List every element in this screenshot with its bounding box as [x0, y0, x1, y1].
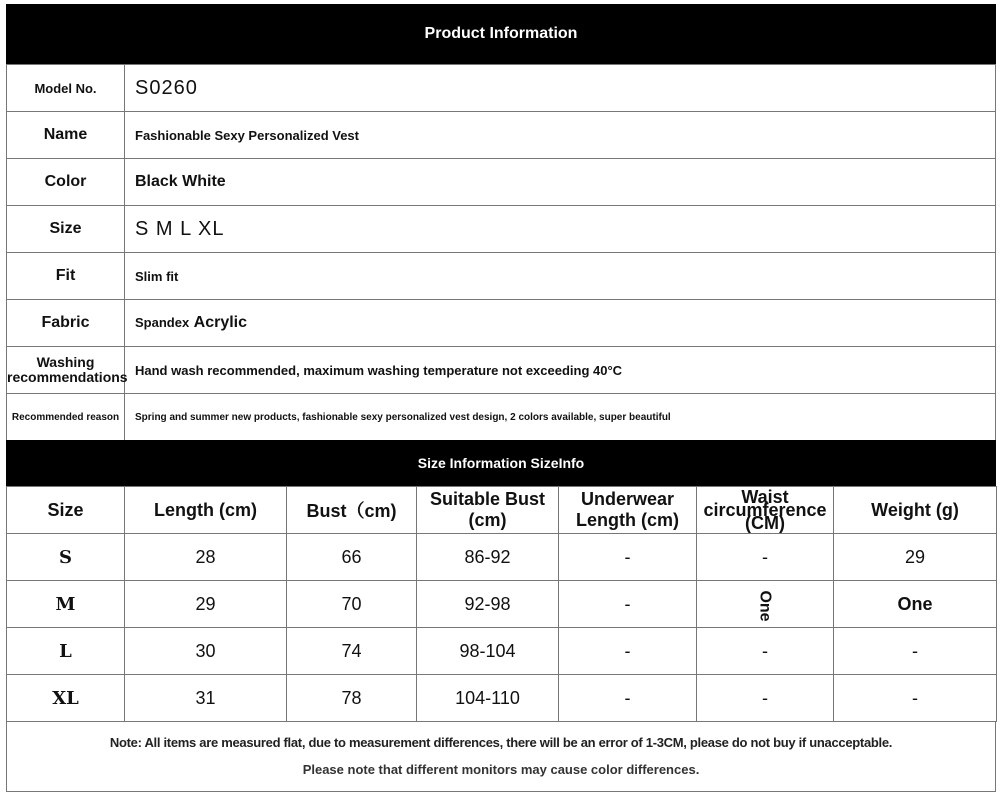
fabric-value-b: Acrylic	[193, 314, 248, 331]
fabric-value	[125, 300, 996, 347]
weight-cell: One	[834, 581, 997, 628]
fabric-value-a: Spandex	[135, 315, 190, 330]
weight-cell: -	[834, 628, 997, 675]
length-cell: 29	[125, 581, 287, 628]
bust-cell: 74	[287, 628, 417, 675]
name-label: Name	[7, 112, 125, 159]
suitable-bust-cell: 92-98	[417, 581, 559, 628]
col-header-underwear-length: Underwear Length (cm)	[559, 487, 697, 534]
color-note: Please note that different monitors may cause color differences.	[302, 762, 700, 777]
fit-label: Fit	[7, 253, 125, 300]
model-value: S0260	[125, 65, 996, 112]
bust-cell: 66	[287, 534, 417, 581]
underwear-length-cell: -	[559, 581, 697, 628]
fit-value: Slim fit	[125, 253, 996, 300]
length-cell: 30	[125, 628, 287, 675]
color-value: Black White	[125, 159, 996, 206]
underwear-length-cell: -	[559, 534, 697, 581]
color-label: Color	[7, 159, 125, 206]
underwear-length-cell: -	[559, 628, 697, 675]
bust-cell: 70	[287, 581, 417, 628]
underwear-length-cell: -	[559, 675, 697, 722]
waist-cell	[697, 581, 834, 628]
col-header-length: Length (cm)	[125, 487, 287, 534]
washing-label: Washing recommendations	[7, 347, 125, 394]
info-row-reason	[7, 394, 996, 441]
weight-cell: -	[834, 675, 997, 722]
table-row	[7, 628, 997, 675]
table-row	[7, 675, 997, 722]
model-label: Model No.	[7, 65, 125, 112]
info-row-color	[7, 159, 996, 206]
reason-value: Spring and summer new products, fashionable sexy personalized vest design, 2 colors available, super beautiful	[125, 394, 996, 441]
table-row	[7, 581, 997, 628]
length-cell: 28	[125, 534, 287, 581]
waist-vertical-text: One	[757, 589, 774, 622]
weight-cell: 29	[834, 534, 997, 581]
row-size-cell: M	[7, 581, 125, 628]
size-label: Size	[7, 206, 125, 253]
col-header-weight: Weight (g)	[834, 487, 997, 534]
info-row-fabric	[7, 300, 996, 347]
waist-cell: -	[697, 675, 834, 722]
length-cell: 31	[125, 675, 287, 722]
name-value: Fashionable Sexy Personalized Vest	[125, 112, 996, 159]
col-header-bust: Bust（cm)	[287, 487, 417, 534]
fabric-label: Fabric	[7, 300, 125, 347]
row-size-cell: XL	[7, 675, 125, 722]
suitable-bust-cell: 86-92	[417, 534, 559, 581]
suitable-bust-cell: 98-104	[417, 628, 559, 675]
size-table-header-row	[7, 487, 997, 534]
waist-cell: -	[697, 628, 834, 675]
washing-value: Hand wash recommended, maximum washing temperature not exceeding 40°C	[125, 347, 996, 394]
size-value: S M L XL	[125, 206, 996, 253]
info-row-name	[7, 112, 996, 159]
size-info-header	[6, 440, 996, 486]
notes-section	[6, 721, 996, 792]
row-size-cell: L	[7, 628, 125, 675]
col-header-waist: Waist circumference (CM)	[697, 487, 834, 534]
table-row	[7, 534, 997, 581]
waist-cell: -	[697, 534, 834, 581]
col-header-suitable-bust: Suitable Bust (cm)	[417, 487, 559, 534]
info-row-washing	[7, 347, 996, 394]
product-info-table	[6, 64, 996, 441]
product-info-header	[6, 4, 996, 64]
measurement-note: Note: All items are measured flat, due to measurement differences, there will be an error of 1-3CM, please do not buy if unacceptable.	[109, 735, 893, 750]
product-sheet	[6, 4, 996, 792]
info-row-model	[7, 65, 996, 112]
info-row-size	[7, 206, 996, 253]
product-info-title: Product Information	[424, 25, 578, 42]
suitable-bust-cell: 104-110	[417, 675, 559, 722]
row-size-cell: S	[7, 534, 125, 581]
size-info-title: Size Information SizeInfo	[417, 455, 585, 471]
reason-label: Recommended reason	[7, 394, 125, 441]
info-row-fit	[7, 253, 996, 300]
size-table	[6, 486, 997, 722]
bust-cell: 78	[287, 675, 417, 722]
col-header-size: Size	[7, 487, 125, 534]
